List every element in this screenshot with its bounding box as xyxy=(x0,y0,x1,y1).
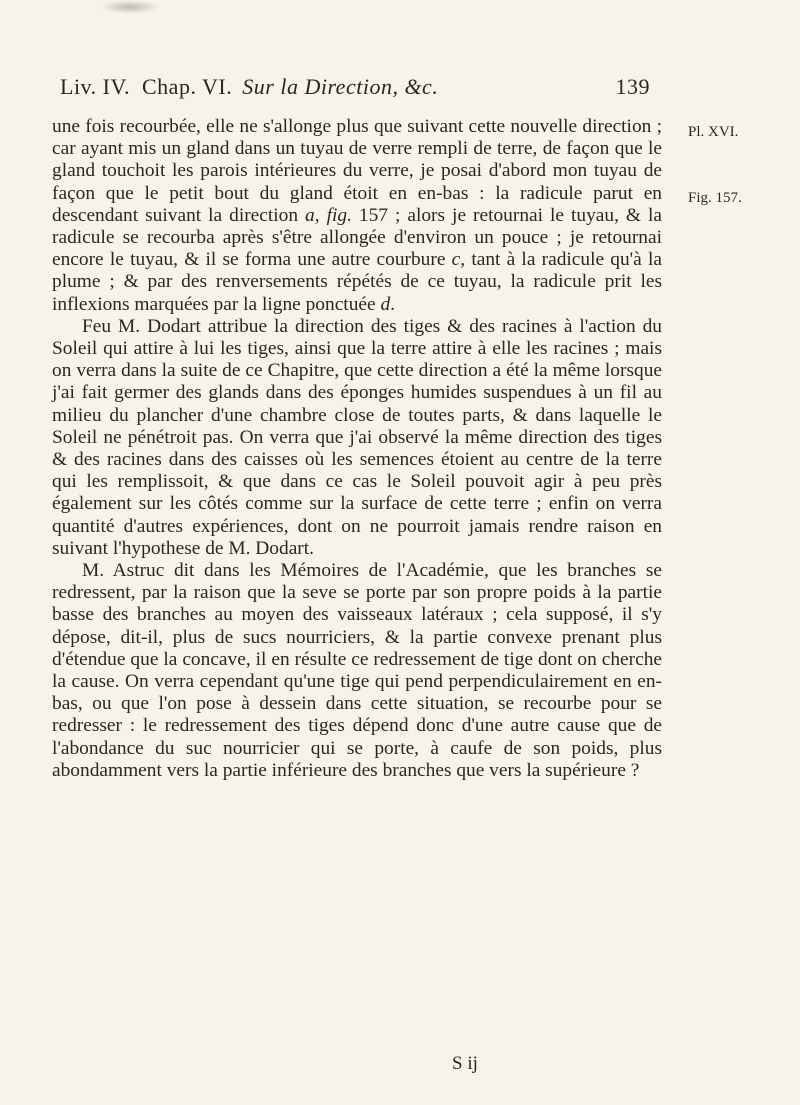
paragraph-1-text: . xyxy=(390,293,396,315)
running-header xyxy=(60,74,650,108)
signature-mark: S ij xyxy=(452,1053,478,1074)
figure-ref-a: a xyxy=(305,204,315,226)
header-chapter: Chap. VI. xyxy=(142,74,233,99)
paragraph-1-text: , tant à la radicule qu'à la plume ; & par des renversements répétés de ce tuyau, la radicule prit les inflexions marquées par la ligne ponctuée xyxy=(52,249,662,315)
body-text xyxy=(52,116,662,782)
paragraph-1-text: une fois recourbée, elle ne s'allonge plus que suivant cette nouvelle direction ; car ayant mis un gland dans un tuyau de verre rempli de terre, de façon que le gland touchoit les parois intérieures du verre, je posai d'abord mon tuyau de façon que le petit bout du gland étoit en en-bas : la radicule parut en descendant suivant la direction xyxy=(52,116,662,226)
paragraph-2: Feu M. Dodart attribue la direction des tiges & des racines à l'action du Soleil qui attire à lui les tiges, ainsi que la terre attire à elle les racines ; mais on verra dans la suite de ce Chapitre, que cette direction a été la même lorsque j'ai fait germer des glands dans des éponges humides suspendues à un fil au milieu du plancher d'une chambre close de toutes parts, & dans laquelle le Soleil ne pénétroit pas. On verra que j'ai observé la même direction des tiges & des racines dans des caisses où les semences étoient au centre de la terre qui les remplissoit, & que dans ce cas le Soleil pouvoit agir à peu près également sur les côtés comme sur la surface de cette terre ; enfin on verra quantité d'autres expériences, dont on ne pourroit jamais rendre raison en suivant l'hypothese de M. Dodart. xyxy=(52,315,662,559)
paragraph-1-text: , xyxy=(314,204,327,226)
margin-note-plate: Pl. XVI. xyxy=(688,124,739,140)
ink-smudge xyxy=(100,0,160,14)
figure-ref-c: c xyxy=(451,249,461,271)
page-number: 139 xyxy=(615,74,650,99)
figure-ref-fig: fig. xyxy=(326,204,352,226)
margin-note-figure: Fig. 157. xyxy=(688,190,742,206)
header-part: Liv. IV. xyxy=(60,74,130,99)
paragraph-1-text: 157 ; alors je retournai le tuyau, & la radicule se recourba après s'être allongée d'environ un pouce ; je retournai encore le tuyau, & il se forma une autre courbure xyxy=(52,204,662,271)
figure-ref-d: d xyxy=(380,293,391,315)
paragraph-3: M. Astruc dit dans les Mémoires de l'Académie, que les branches se redressent, par la raison que la seve se porte par son propre poids à la partie basse des branches au moyen des vaisseaux latéraux ; cela supposé, il s'y dépose, dit-il, plus de sucs nourriciers, & la partie convexe prenant plus d'étendue que la concave, il en résulte ce redressement de tige dont on cherche la cause. On verra cependant qu'une tige qui pend perpendiculairement en en-bas, ou que l'on pose à dessein dans cette situation, se recourbe pour se redresser : le redressement des tiges dépend donc d'une autre cause que de l'abondance du suc nourricier qui se porte, à caufe de son poids, plus abondamment vers la partie inférieure des branches que vers la supérieure ? xyxy=(52,560,662,781)
paragraph-1 xyxy=(52,116,662,316)
header-title: Sur la Direction, &c. xyxy=(242,74,439,99)
